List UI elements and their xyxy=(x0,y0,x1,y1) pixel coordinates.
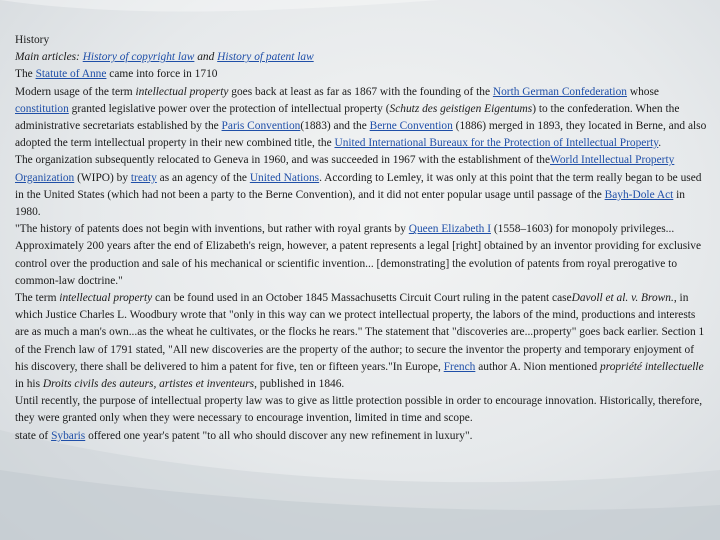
p2-text-5: in 1980. xyxy=(15,188,686,219)
slide-body xyxy=(15,32,707,445)
paragraph-sybaris xyxy=(15,428,707,445)
paragraph-wipo xyxy=(15,152,707,221)
link-united-nations[interactable]: United Nations xyxy=(249,171,320,184)
p2-text-2: (WIPO) by xyxy=(74,171,131,184)
p1-text-9: (1886) merged in 1893, they located in Berne, and also adopted the term intellectual property in their new combined title, the xyxy=(15,120,707,150)
p4-text-10: , published in 1846. xyxy=(254,378,345,391)
anne-pre-text: The xyxy=(15,68,36,81)
main-articles-prefix: Main articles: xyxy=(15,51,83,64)
statute-of-anne-line xyxy=(15,66,707,83)
main-articles-line xyxy=(15,49,707,66)
p1-text-8: (1883) and the xyxy=(300,120,370,133)
p4-text-3: can be found used in an October 1845 Massachusetts Circuit Court ruling in the patent case xyxy=(152,292,572,305)
p1-text-5: granted legislative power over the protection of intellectual property ( xyxy=(68,102,390,115)
link-statute-of-anne[interactable]: Statute of Anne xyxy=(35,68,107,81)
p1-text-4: whose xyxy=(627,85,659,98)
link-paris-convention[interactable]: Paris Convention xyxy=(221,120,301,133)
section-heading: History xyxy=(15,34,50,46)
link-history-of-copyright-law[interactable]: History of copyright law xyxy=(82,51,195,64)
p4-italic-davoll-v-brown: Davoll et al. v. Brown. xyxy=(571,292,674,305)
p2-text-4: . According to Lemley, it was only at this point that the term really began to be used in the United States (which had not been a party to the Berne Convention), and it did not enter popular usage until passage of the xyxy=(15,171,702,201)
link-sybaris[interactable]: Sybaris xyxy=(51,429,86,442)
p2-text-1: The organization subsequently relocated to Geneva in 1960, and was succeeded in 1967 with the establishment of the xyxy=(15,154,550,167)
p4-text-8: in his xyxy=(15,378,43,391)
p1-text-7: ) to the confederation. When the administrative secretariats established by the xyxy=(15,102,680,133)
link-wipo[interactable]: World Intellectual Property Organization xyxy=(15,154,675,184)
link-berne-convention[interactable]: Berne Convention xyxy=(369,120,453,133)
paragraph-until-recently: Until recently, the purpose of intellectual property law was to give as little protection possible in order to encourage innovation. Historically, therefore, they were granted only when they were necessary to encourage invention, limited in time and scope. xyxy=(15,395,703,425)
link-queen-elizabeth-i[interactable]: Queen Elizabeth I xyxy=(408,223,491,236)
link-french[interactable]: French xyxy=(443,360,476,373)
p1-text-10: . xyxy=(658,137,662,150)
anne-post-text: came into force in 1710 xyxy=(106,68,218,81)
p1-italic-schutz: Schutz des geistigen Eigentums xyxy=(389,102,533,115)
main-articles-and: and xyxy=(194,51,218,64)
p3-text-1: "The history of patents does not begin with inventions, but rather with royal grants by xyxy=(15,223,409,236)
p6-text-1: state of xyxy=(15,429,52,442)
p4-text-1: The term xyxy=(15,292,60,305)
p1-text-3: goes back at least as far as 1867 with the founding of the xyxy=(228,85,493,98)
p1-text-1: Modern usage of the term xyxy=(15,85,136,98)
link-united-international-bureaux[interactable]: United International Bureaux for the Protection of Intellectual Property xyxy=(334,137,659,150)
link-bayh-dole-act[interactable]: Bayh-Dole Act xyxy=(604,188,674,201)
p2-text-3: as an agency of the xyxy=(156,171,250,184)
p6-text-2: offered one year's patent "to all who should discover any new refinement in luxury". xyxy=(85,429,473,442)
p1-italic-intellectual-property: intellectual property xyxy=(135,85,229,98)
link-history-of-patent-law[interactable]: History of patent law xyxy=(217,51,314,64)
link-treaty[interactable]: treaty xyxy=(130,171,157,184)
paragraph-patents-history-quote xyxy=(15,221,707,290)
link-north-german-confederation[interactable]: North German Confederation xyxy=(492,85,627,98)
p4-italic-propriete-intellectuelle: propriété intellectuelle xyxy=(600,360,704,373)
link-constitution[interactable]: constitution xyxy=(15,102,69,115)
paragraph-modern-usage xyxy=(15,84,707,153)
p4-text-6: author A. Nion mentioned xyxy=(475,360,600,373)
p4-italic-intellectual-property: intellectual property xyxy=(59,292,153,305)
p3-text-2: (1558–1603) for monopoly privileges... Approximately 200 years after the end of Elizabeth's reign, however, a patent represents a legal [right] obtained by an inventor providing for exclusive control over the production and sale of his mechanical or scientific invention... [demonstrating] the evolution of patents from royal prerogative to common-law doctrine." xyxy=(15,223,702,287)
p4-italic-droits-civils: Droits civils des auteurs, artistes et inventeurs xyxy=(42,378,255,391)
paragraph-term-usage-1845 xyxy=(15,290,707,393)
p4-text-5: , in which Justice Charles L. Woodbury wrote that "only in this way can we protect intellectual property, the labors of the mind, productions and interests are as much a man's own...as the wheat he cultivates, or the flocks he rears." The statement that "discoveries are...property" goes back earlier. Section 1 of the French law of 1791 stated, "All new discoveries are the property of the author; to secure the inventor the property and temporary enjoyment of his discovery, there shall be delivered to him a patent for five, ten or fifteen years."In Europe, xyxy=(15,292,705,373)
